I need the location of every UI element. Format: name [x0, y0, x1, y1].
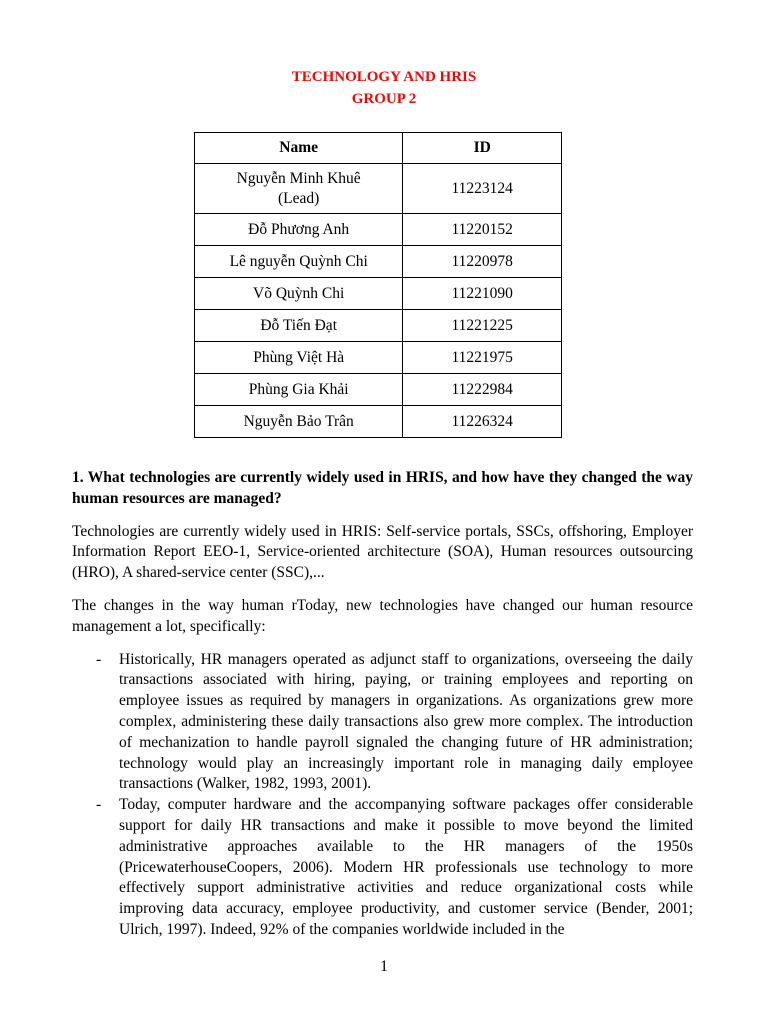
member-role: (Lead)	[278, 189, 320, 207]
document-title: TECHNOLOGY AND HRIS	[291, 69, 477, 85]
bullet-list	[72, 650, 693, 941]
list-item	[72, 650, 693, 796]
list-item-text: Historically, HR managers operated as adjunct staff to organizations, overseeing the daily transactions associated with hiring, paying, or training employees and reporting on employee issues as required by managers in organizations. As organizations grew more complex, administering these daily transactions also grew more complex. The introduction of mechanization to handle payroll signaled the changing future of HR administration; technology would play an increasingly important role in managing daily employee transactions (Walker, 1982, 1993, 2001).	[119, 650, 693, 793]
page-number: 1	[380, 958, 388, 975]
id-column-header: ID	[403, 133, 562, 164]
members-table	[194, 132, 562, 438]
member-name: Lê nguyễn Quỳnh Chi	[195, 246, 403, 278]
member-name: Đỗ Tiến Đạt	[195, 310, 403, 342]
table-row	[195, 374, 562, 406]
member-id: 11222984	[403, 374, 562, 406]
list-item	[72, 795, 693, 941]
list-item-text: Today, computer hardware and the accompanying software packages offer considerable support for daily HR transactions and make it possible to move beyond the limited administrative approaches available to the HR managers of the 1950s (PricewaterhouseCoopers, 2006). Modern HR professionals use technology to more effectively support administrative activities and reduce organizational costs while improving data accuracy, employee productivity, and customer service (Bender, 2001; Ulrich, 1997). Indeed, 92% of the companies worldwide included in the	[119, 796, 693, 938]
table-row	[195, 310, 562, 342]
member-id: 11223124	[403, 164, 562, 214]
table-row	[195, 164, 562, 214]
member-name-cell	[195, 164, 403, 214]
document-body	[72, 468, 693, 941]
table-row	[195, 246, 562, 278]
member-name: Phùng Việt Hà	[195, 342, 403, 374]
member-name: Nguyễn Bảo Trân	[195, 406, 403, 438]
name-column-header: Name	[195, 133, 403, 164]
member-id: 11220978	[403, 246, 562, 278]
member-name: Phùng Gia Khải	[195, 374, 403, 406]
member-id: 11221975	[403, 342, 562, 374]
member-name: Đỗ Phương Anh	[195, 214, 403, 246]
dash-bullet: -	[96, 796, 102, 814]
table-row	[195, 406, 562, 438]
table-header-row	[195, 133, 562, 164]
table-row	[195, 278, 562, 310]
changes-paragraph: The changes in the way human rToday, new technologies have changed our human resource management a lot, specifically:	[72, 596, 693, 635]
table-row	[195, 342, 562, 374]
question-heading: 1. What technologies are currently widely used in HRIS, and how have they changed the way human resources are managed?	[72, 469, 693, 507]
member-id: 11221225	[403, 310, 562, 342]
member-id: 11220152	[403, 214, 562, 246]
member-id: 11226324	[403, 406, 562, 438]
table-row	[195, 214, 562, 246]
member-id: 11221090	[403, 278, 562, 310]
group-subtitle: GROUP 2	[351, 91, 417, 107]
member-name: Võ Quỳnh Chi	[195, 278, 403, 310]
member-name: Nguyễn Minh Khuê	[236, 169, 361, 187]
technologies-paragraph: Technologies are currently widely used in HRIS: Self-service portals, SSCs, offshoring, Employer Information Report EEO-1, Service-oriented architecture (SOA), Human resources outsourcing (HRO), A shared-service center (SSC),...	[72, 522, 693, 582]
dash-bullet: -	[96, 650, 102, 668]
